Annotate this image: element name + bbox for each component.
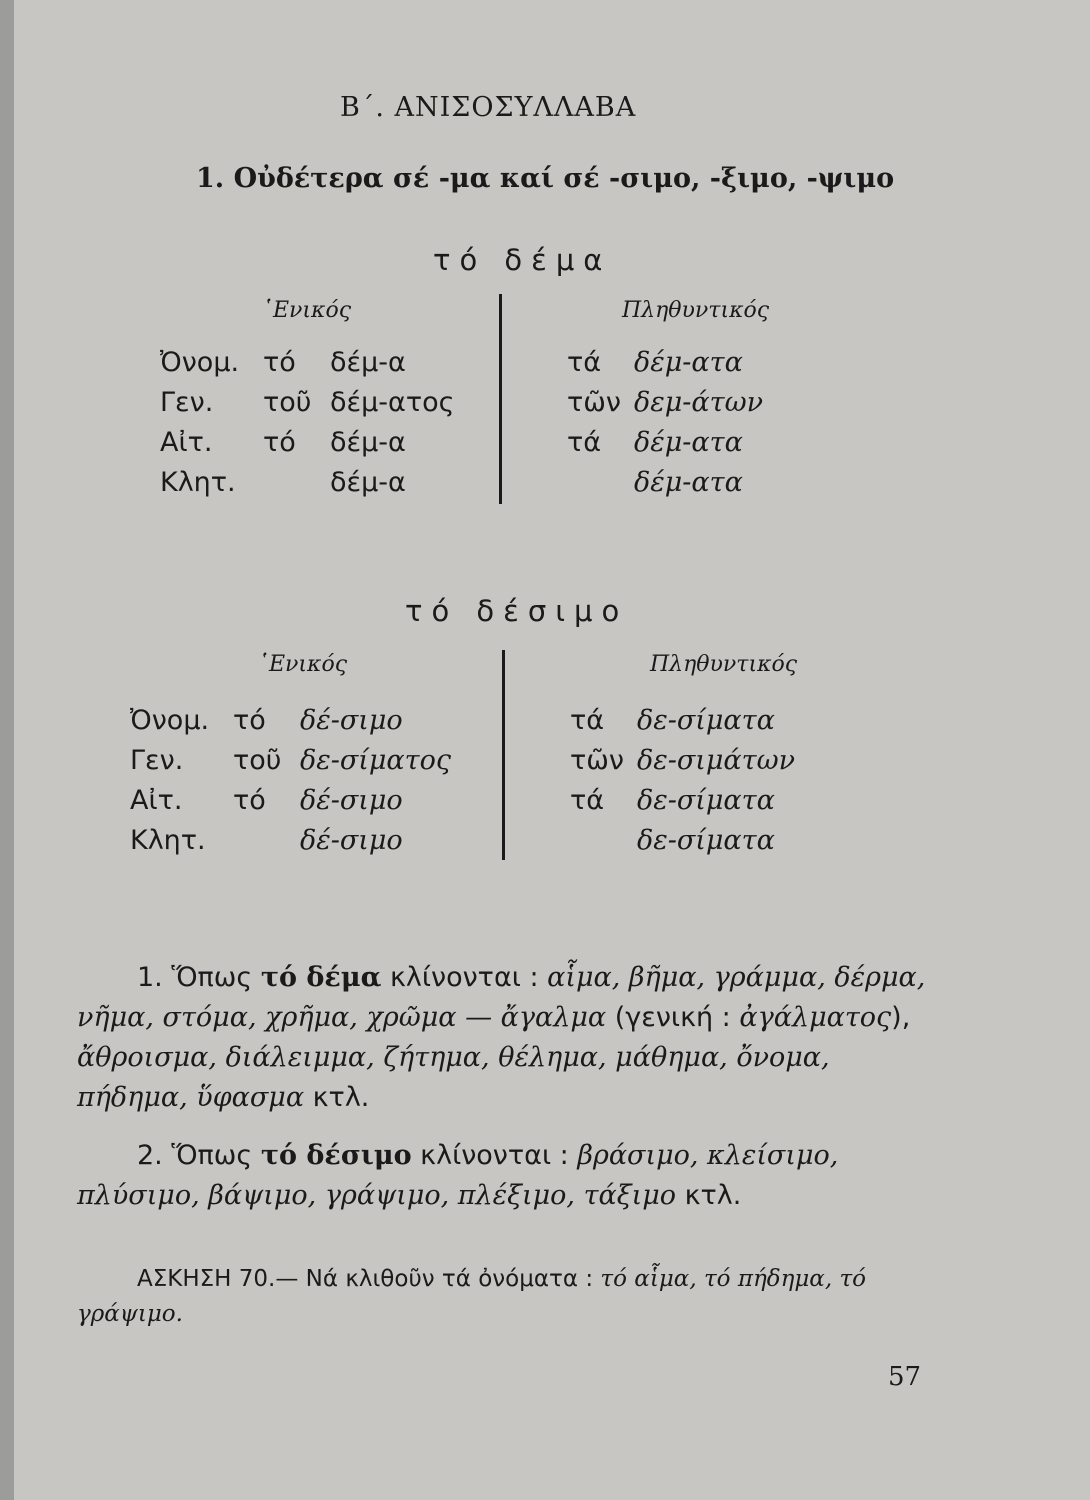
plural-article: τά — [567, 427, 602, 458]
example-words: βράσιμο, κλείσιμο, πλύσιμο, βάψιμο, γράψιμο, πλέξιμο, τάξιμο — [77, 1140, 839, 1211]
singular-form: δέμ-α — [330, 427, 406, 458]
case-label: Αἰτ. — [130, 785, 183, 816]
singular-form: δέμ-α — [330, 467, 406, 498]
singular-header: ῾Ενικός — [262, 298, 352, 323]
case-label: Ὀνομ. — [160, 347, 240, 378]
note-suffix: κτλ. — [676, 1180, 742, 1211]
plural-form: δε-σίματα — [637, 825, 775, 856]
column-divider — [502, 650, 505, 860]
plural-article: τῶν — [567, 387, 621, 418]
section-title: Β΄. ΑΝΙΣΟΣΥΛΛΑΒΑ — [340, 92, 637, 123]
singular-form: δέ-σιμο — [300, 705, 403, 736]
note-keyword: τό δέσιμο — [260, 1140, 412, 1171]
singular-form: δε-σίματος — [300, 745, 451, 776]
case-label: Κλητ. — [130, 825, 206, 856]
note-verb: κλίνονται : — [381, 962, 548, 993]
case-label: Ὀνομ. — [130, 705, 210, 736]
case-label: Κλητ. — [160, 467, 236, 498]
table-title: τό δέσιμο — [405, 594, 629, 628]
plural-form: δέμ-ατα — [634, 467, 743, 498]
plural-header: Πληθυντικός — [650, 652, 798, 677]
exercise-prompt: ΑΣΚΗΣΗ 70.— Νά κλιθοῦν τά ὀνόματα : — [137, 1266, 601, 1292]
plural-form: δε-σιμάτων — [637, 745, 796, 776]
exercise-words: τό αἷμα, τό πήδημα, τό γράψιμο. — [77, 1266, 867, 1327]
plural-article: τά — [567, 347, 602, 378]
singular-article: τοῦ — [233, 745, 282, 776]
page-number: 57 — [888, 1362, 922, 1392]
singular-article: τό — [233, 705, 266, 736]
plural-form: δε-σίματα — [637, 785, 775, 816]
note-paren-open: (γενική : — [606, 1002, 740, 1033]
note-paren-close: ), — [891, 1002, 911, 1033]
table-title: τό δέμα — [433, 243, 612, 277]
plural-header: Πληθυντικός — [622, 298, 770, 323]
exercise-70 — [77, 1262, 927, 1332]
example-words: ἄθροισμα, διάλειμμα, ζήτημα, θέλημα, μάθημα, ὄνομα, πήδημα, ὕφασμα — [77, 1042, 830, 1113]
case-label: Γεν. — [130, 745, 184, 776]
note-prefix: 2. Ὅπως — [137, 1140, 261, 1171]
note-suffix: κτλ. — [304, 1082, 370, 1113]
plural-article: τά — [570, 785, 605, 816]
singular-form: δέμ-α — [330, 347, 406, 378]
plural-article: τῶν — [570, 745, 624, 776]
plural-form: δέμ-ατα — [634, 347, 743, 378]
note-paragraph-1 — [77, 958, 927, 1118]
subsection-title: 1. Οὐδέτερα σέ -μα καί σέ -σιμο, -ξιμο, -ψιμο — [196, 163, 895, 194]
plural-form: δέμ-ατα — [634, 427, 743, 458]
example-words: αἷμα, βῆμα, γράμμα, δέρμα, νῆμα, στόμα, χρῆμα, χρῶμα — ἄγαλμα — [77, 962, 926, 1033]
note-paragraph-2 — [77, 1136, 927, 1216]
plural-form: δεμ-άτων — [634, 387, 764, 418]
note-prefix: 1. Ὅπως — [137, 962, 261, 993]
note-verb: κλίνονται : — [411, 1140, 578, 1171]
note-keyword: τό δέμα — [260, 962, 382, 993]
singular-article: τό — [263, 427, 296, 458]
singular-article: τό — [233, 785, 266, 816]
case-label: Γεν. — [160, 387, 214, 418]
singular-article: τοῦ — [263, 387, 312, 418]
singular-article: τό — [263, 347, 296, 378]
genitive-example: ἀγάλματος — [739, 1002, 892, 1033]
singular-form: δέ-σιμο — [300, 825, 403, 856]
plural-article: τά — [570, 705, 605, 736]
singular-form: δέ-σιμο — [300, 785, 403, 816]
singular-form: δέμ-ατος — [330, 387, 455, 418]
plural-form: δε-σίματα — [637, 705, 775, 736]
page-edge-shadow — [0, 0, 14, 1500]
column-divider — [499, 294, 502, 504]
singular-header: ῾Ενικός — [258, 652, 348, 677]
case-label: Αἰτ. — [160, 427, 213, 458]
